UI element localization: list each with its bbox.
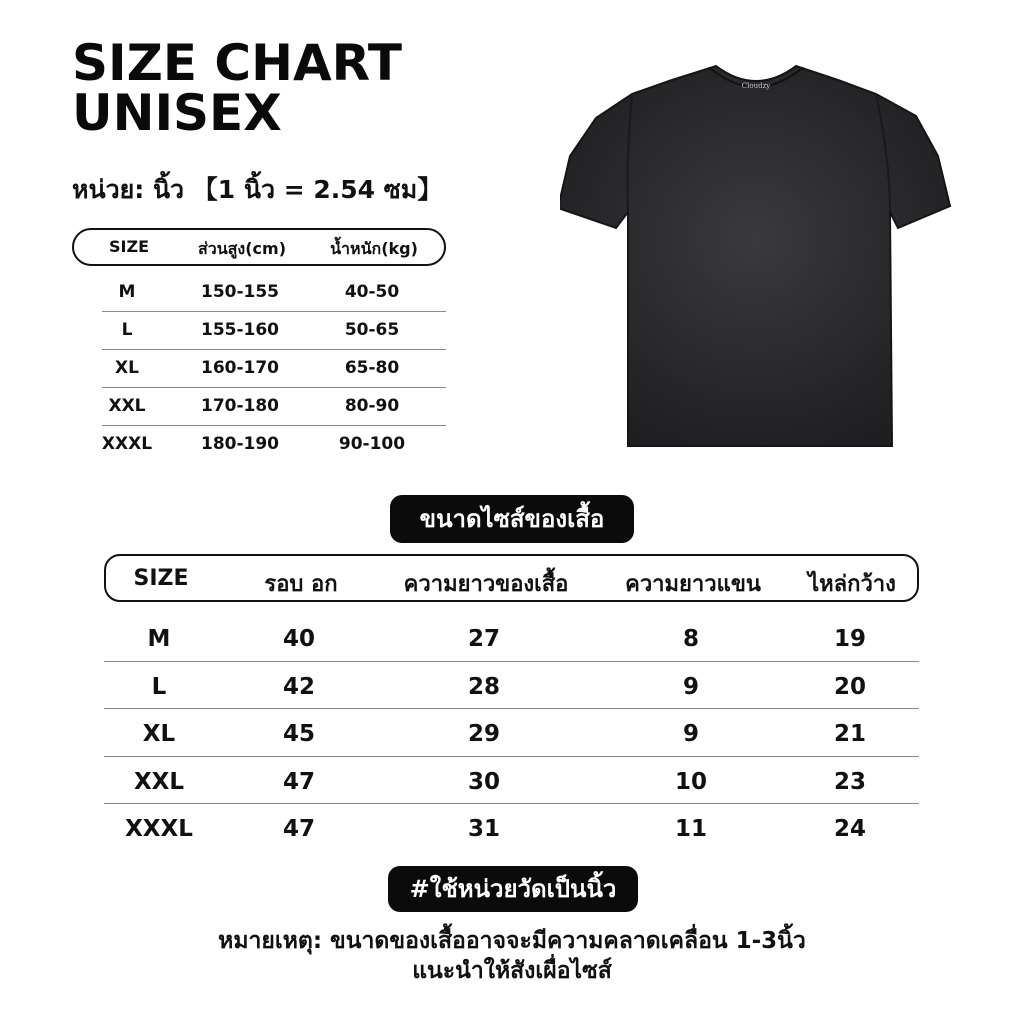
weight-cell: 40-50 — [344, 282, 400, 302]
table-row — [102, 388, 446, 426]
size-cell: XL — [142, 721, 176, 747]
header-size: SIZE — [108, 237, 149, 256]
chest-cell: 40 — [282, 626, 315, 652]
table-row — [104, 804, 919, 852]
header-shoulder: ไหล่กว้าง — [808, 572, 896, 597]
remark-line-2: แนะนำให้สังเผื่อไซส์ — [412, 958, 612, 984]
header-weight: น้ำหนัก(kg) — [330, 239, 418, 258]
section-heading: ขนาดไซส์ของเสื้อ — [390, 495, 634, 543]
garment-table — [104, 614, 919, 852]
table-row — [104, 709, 919, 757]
sleeve-cell: 10 — [674, 768, 707, 795]
shoulder-cell: 19 — [833, 626, 866, 652]
remark-note — [0, 926, 1024, 986]
title-line-1: SIZE CHART — [72, 34, 403, 92]
height-cell: 155-160 — [200, 320, 280, 340]
remark-line-1: หมายเหตุ: ขนาดของเสื้ออาจจะมีความคลาดเคลื่อน 1-3นิ้ว — [218, 928, 806, 954]
length-cell: 28 — [467, 673, 500, 700]
tshirt-image — [560, 60, 952, 452]
sleeve-cell: 9 — [682, 721, 699, 747]
size-cell: M — [118, 282, 136, 302]
hashtag-badge: #ใช้หน่วยวัดเป็นนิ้ว — [388, 866, 638, 912]
sleeve-cell: 8 — [682, 626, 699, 652]
chest-cell: 47 — [282, 816, 315, 842]
table-row — [104, 662, 919, 710]
header-height: ส่วนสูง(cm) — [197, 239, 287, 258]
size-cell: L — [151, 673, 167, 700]
chest-cell: 42 — [282, 673, 315, 700]
length-cell: 27 — [467, 626, 500, 652]
header-chest: รอบ อก — [264, 572, 338, 597]
table-row — [102, 312, 446, 350]
height-cell: 170-180 — [200, 396, 280, 416]
table-row — [104, 614, 919, 662]
length-cell: 30 — [467, 768, 500, 795]
length-cell: 31 — [467, 816, 500, 842]
chest-cell: 47 — [282, 768, 315, 795]
height-weight-table — [72, 228, 446, 463]
size-cell: XL — [115, 358, 139, 378]
height-cell: 180-190 — [200, 434, 280, 454]
shoulder-cell: 20 — [833, 673, 866, 700]
table-row — [102, 426, 446, 463]
size-cell: XXL — [108, 396, 146, 416]
sleeve-cell: 11 — [674, 816, 707, 842]
weight-cell: 80-90 — [344, 396, 400, 416]
page-title — [72, 34, 403, 142]
weight-cell: 90-100 — [338, 434, 406, 454]
length-cell: 29 — [467, 721, 500, 747]
tshirt-brand-label: Cloudzy — [741, 82, 771, 90]
header-sleeve: ความยาวแขน — [625, 572, 761, 597]
tshirt-body — [560, 68, 950, 446]
shoulder-cell: 21 — [833, 721, 866, 747]
chest-cell: 45 — [282, 721, 315, 747]
height-cell: 150-155 — [200, 282, 280, 302]
unit-note: หน่วย: นิ้ว 【1 นิ้ว = 2.54 ซม】 — [72, 175, 443, 204]
title-line-2: UNISEX — [72, 84, 282, 142]
size-cell: XXL — [133, 768, 185, 795]
height-cell: 160-170 — [200, 358, 280, 378]
shoulder-cell: 23 — [833, 768, 866, 795]
size-cell: XXXL — [101, 434, 153, 454]
size-cell: L — [121, 320, 133, 340]
weight-cell: 65-80 — [344, 358, 400, 378]
size-cell: XXXL — [125, 816, 193, 842]
header-size: SIZE — [133, 566, 189, 591]
garment-table-header — [104, 554, 919, 602]
table-row — [102, 274, 446, 312]
header-length: ความยาวของเสื้อ — [403, 572, 569, 597]
sleeve-cell: 9 — [682, 673, 699, 700]
table-row — [102, 350, 446, 388]
shoulder-cell: 24 — [833, 816, 866, 842]
table-row — [104, 757, 919, 805]
size-cell: M — [147, 626, 171, 652]
weight-cell: 50-65 — [344, 320, 400, 340]
height-weight-table-header — [72, 228, 446, 266]
